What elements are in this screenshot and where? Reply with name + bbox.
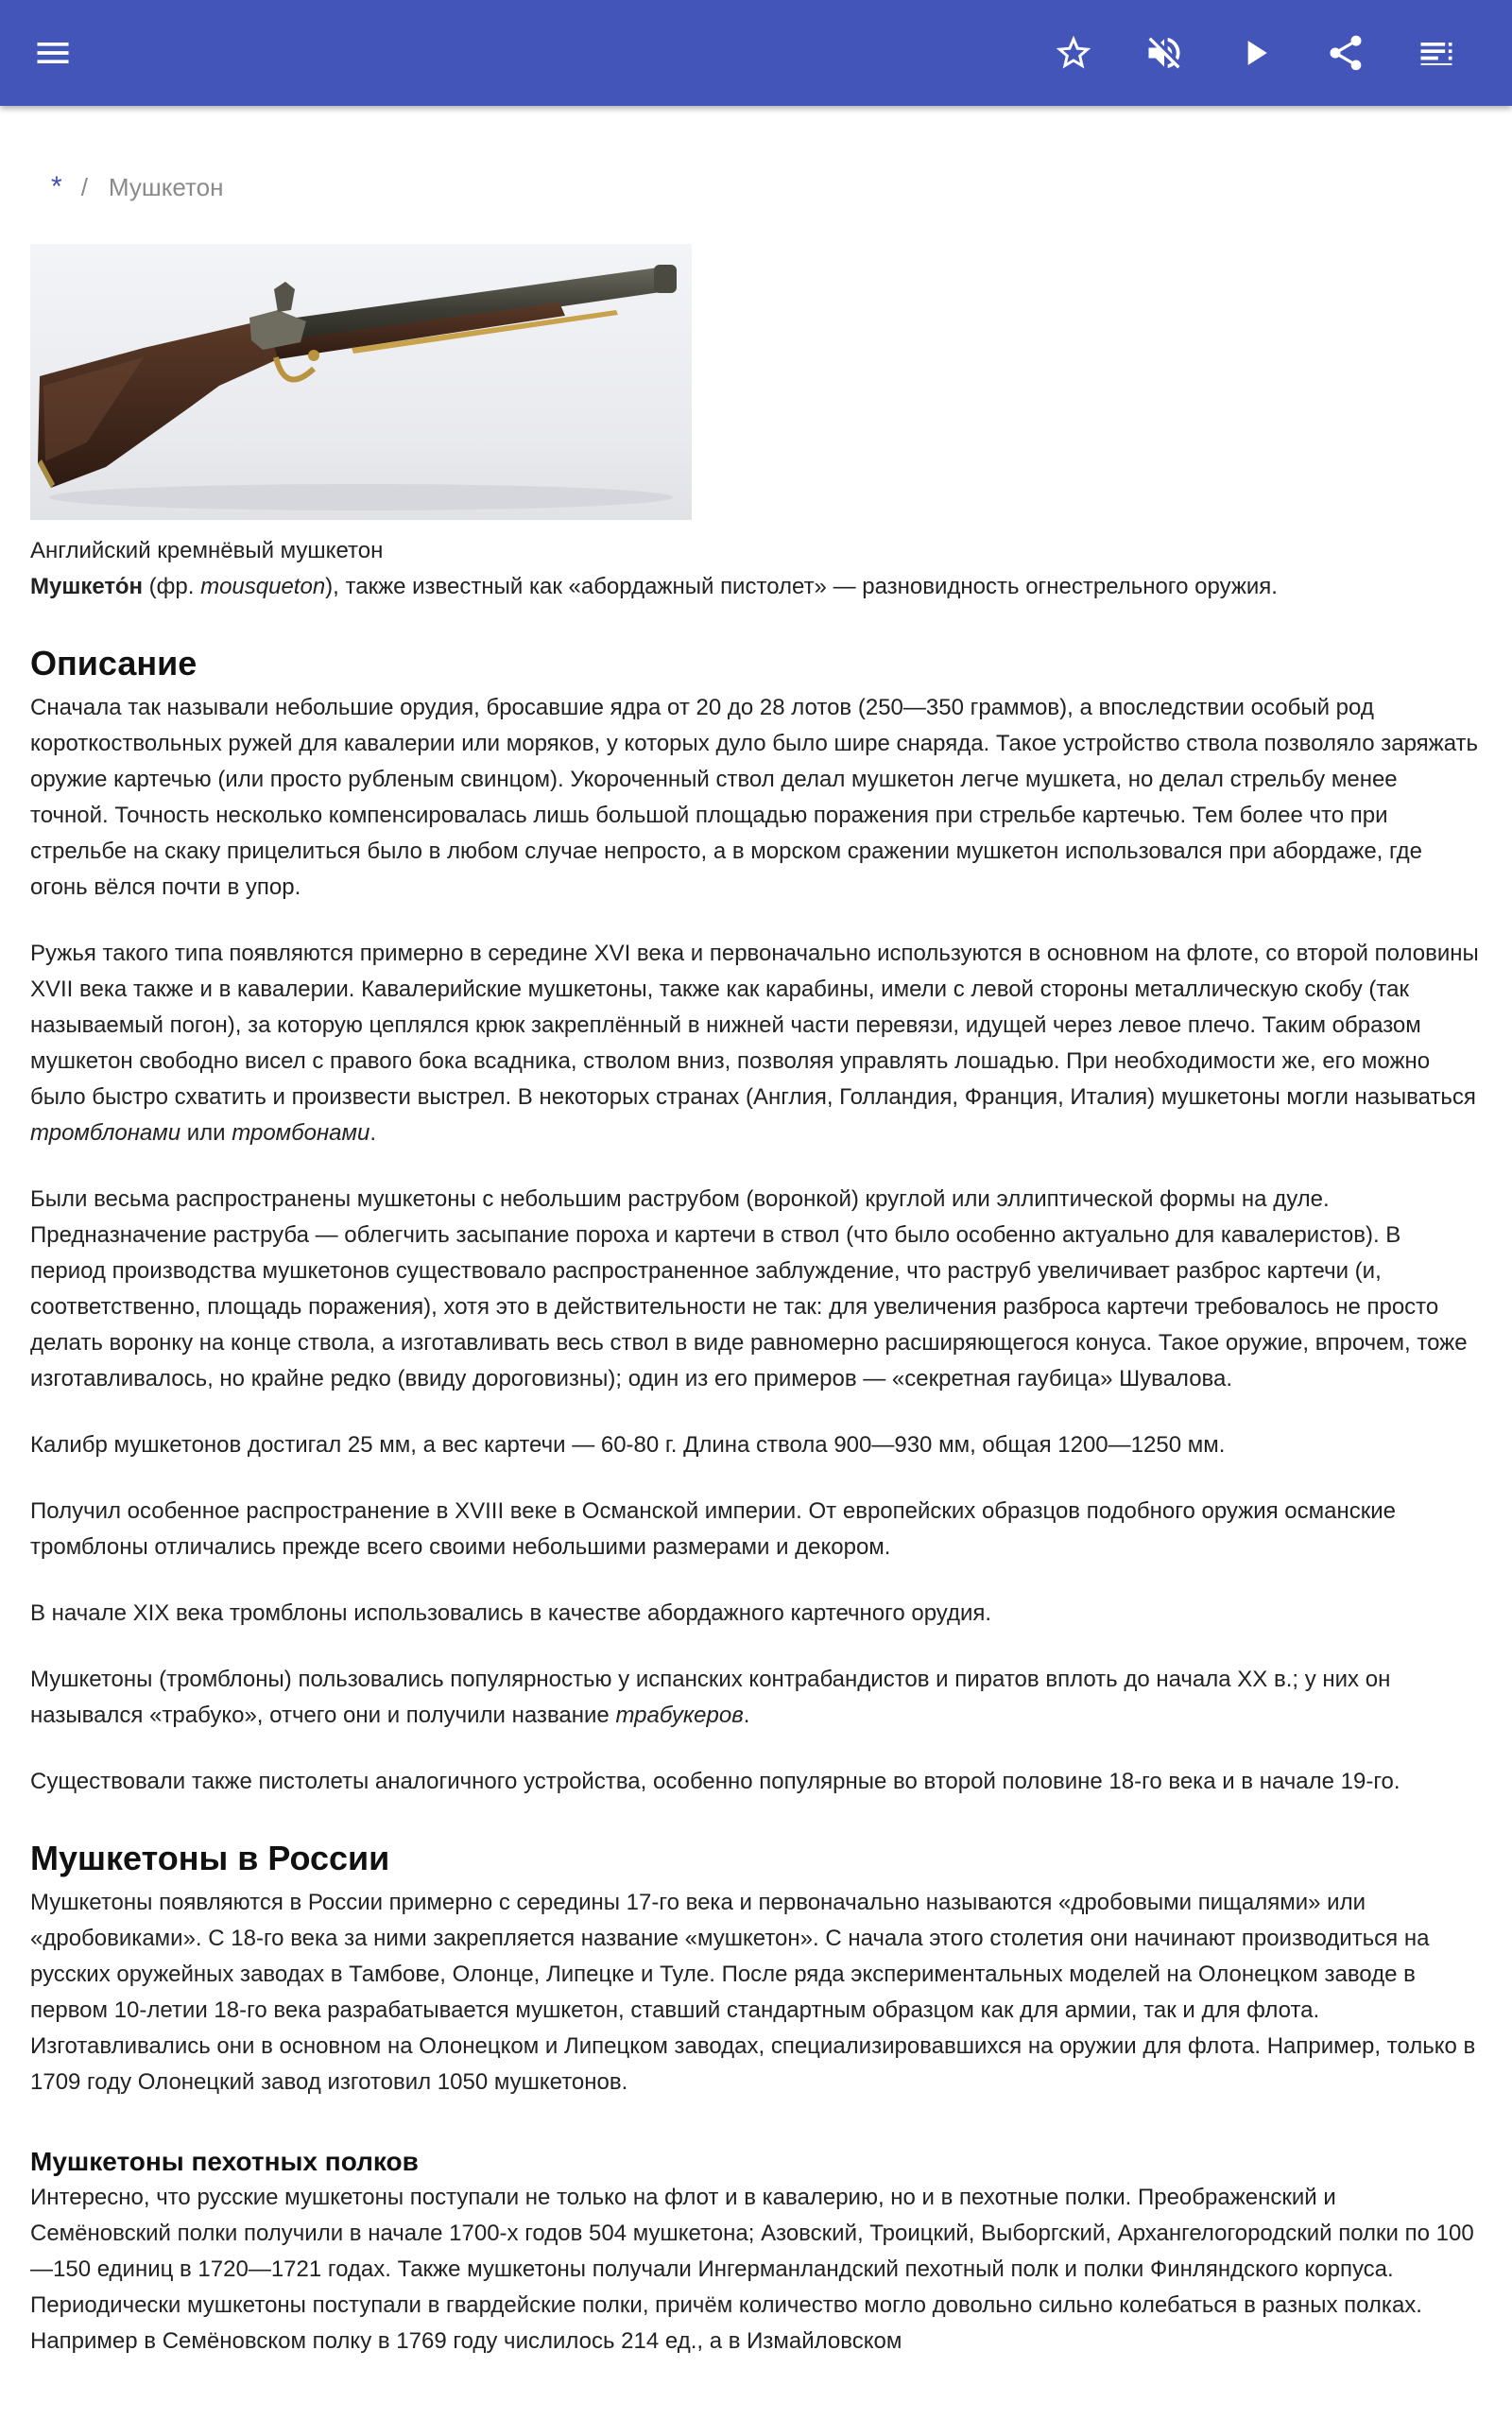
section-title-description: Описание [30, 644, 198, 683]
p2-or: или [180, 1120, 232, 1146]
infantry-paragraph-1: Интересно, что русские мушкетоны поступали не только на флот и в кавалерию, но и в пехотные полки. Преображенский и Семёновский полки получили в начале 1700-х годов 504 мушкетона; Азовский, Троицкий, Выборгский, Архангелогородский полки по 100—150 единиц в 1720—1721 годах. Также мушкетоны получали Ингерманландский пехотный полк и полки Финляндского корпуса. Периодически мушкетоны поступали в гвардейские полки, причём количество могло довольно сильно колебаться в разных полках. Например в Семёновском полку в 1769 году числилось 214 ед., а в Измайловском [30, 2185, 1474, 2354]
mute-button[interactable] [1126, 15, 1202, 91]
volume-off-icon [1143, 32, 1185, 74]
description-paragraph-4: Калибр мушкетонов достигал 25 мм, а вес картечи — 60-80 г. Длина ствола 900—930 мм, общая 1200—1250 мм. [30, 1432, 1226, 1458]
p7-em: трабукеров [615, 1703, 744, 1728]
play-icon [1234, 32, 1276, 74]
menu-button[interactable] [15, 15, 91, 91]
section-title-infantry: Мушкетоны пехотных полков [30, 2147, 419, 2176]
play-button[interactable] [1217, 15, 1293, 91]
favorite-button[interactable] [1036, 15, 1111, 91]
intro-rest: ), также известный как «абордажный пистолет» — разновидность огнестрельного оружия. [325, 574, 1278, 599]
p2-em-2: тромбонами [232, 1120, 370, 1146]
article [30, 142, 1482, 2360]
description-paragraph-1: Сначала так называли небольшие орудия, бросавшие ядра от 20 до 28 лотов (250—350 граммов), а впоследствии особый род короткоствольных ружей для кавалерии или моряков, у которых дуло было шире снаряда. Такое устройство ствола позволяло заряжать оружие картечью (или просто рубленым свинцом). Укороченный ствол делал мушкетон легче мушкета, но делал стрельбу менее точной. Точность несколько компенсировалась лишь большой площадью поражения при стрельбе картечью. Тем более что при стрельбе на скаку прицелиться было в любом случае непросто, а в морском сражении мушкетон использовался при абордаже, где огонь вёлся почти в упор. [30, 695, 1479, 900]
share-button[interactable] [1308, 15, 1383, 91]
description-paragraph-2 [30, 936, 1482, 1151]
p2-text: Ружья такого типа появляются примерно в середине XVI века и первоначально используются в основном на флоте, со второй половины XVII века также и в кавалерии. Кавалерийские мушкетоны, также как карабины, имели с левой стороны металлическую скобу (так называемый погон), за которую цеплялся крюк закреплённый в нижней части перевязи, идущей через левое плечо. Таким образом мушкетон свободно висел с правого бока всадника, стволом вниз, позволяя управлять лошадью. При необходимости же, его можно было быстро схватить и произвести выстрел. В некоторых странах (Англия, Голландия, Франция, Италия) мушкетоны могли называться [30, 941, 1479, 1110]
breadcrumb-current: Мушкетон [108, 172, 224, 201]
playlist-icon [1416, 32, 1457, 74]
intro-prefix: (фр. [142, 574, 201, 599]
intro-paragraph [30, 569, 1482, 605]
description-paragraph-6: В начале XIX века тромблоны использовались в качестве абордажного картечного орудия. [30, 1600, 992, 1626]
share-icon [1325, 32, 1366, 74]
p7-text: Мушкетоны (тромблоны) пользовались популярностью у испанских контрабандистов и пиратов вплоть до начала XX в.; у них он назывался «трабуко», отчего они и получили название [30, 1667, 1391, 1728]
star-outline-icon [1053, 32, 1094, 74]
description-paragraph-8: Существовали также пистолеты аналогичного устройства, особенно популярные во второй половине 18-го века и в начале 19-го. [30, 1769, 1400, 1794]
article-image[interactable] [30, 244, 692, 520]
p7-end: . [743, 1703, 750, 1728]
section-title-russia: Мушкетоны в России [30, 1839, 390, 1877]
description-paragraph-5: Получил особенное распространение в XVIII веке в Османской империи. От европейских образцов подобного оружия османские тромблоны отличались прежде всего своими небольшими размерами и декором. [30, 1498, 1397, 1560]
description-paragraph-7 [30, 1662, 1482, 1734]
p2-end: . [369, 1120, 376, 1146]
toc-button[interactable] [1399, 15, 1474, 91]
intro-term: Мушкето́н [30, 574, 143, 599]
description-paragraph-3: Были весьма распространены мушкетоны с небольшим раструбом (воронкой) круглой или эллиптической формы на дуле. Предназначение раструба — облегчить засыпание пороха и картечи в ствол (что было особенно актуально для кавалеристов). В период производства мушкетонов существовало распространенное заблуждение, что раструб увеличивает разброс картечи (и, соответственно, площадь поражения), хотя это в действительности не так: для увеличения разброса картечи требовалось не просто делать воронку на конце ствола, а изготавливать весь ствол в виде равномерно расширяющегося конуса. Такое оружие, впрочем, тоже изготавливалось, но крайне редко (ввиду дороговизны); один из его примеров — «секретная гаубица» Шувалова. [30, 1186, 1468, 1392]
breadcrumb [30, 142, 1482, 233]
breadcrumb-home-link[interactable]: * [51, 171, 62, 202]
app-bar [0, 0, 1512, 106]
menu-icon [32, 32, 74, 74]
p2-em-1: тромблонами [30, 1120, 181, 1146]
intro-foreign-term: mousqueton [200, 574, 326, 599]
musketoon-image [30, 244, 692, 520]
image-caption: Английский кремнёвый мушкетон [30, 538, 384, 563]
russia-paragraph-1: Мушкетоны появляются в России примерно с середины 17-го века и первоначально называются «дробовыми пищалями» или «дробовиками». С 18-го века за ними закрепляется название «мушкетон». С начала этого столетия они начинают производиться на русских оружейных заводах в Тамбове, Олонце, Липецке и Туле. После ряда экспериментальных моделей на Олонецком заводе в первом 10-летии 18-го века разрабатывается мушкетон, ставший стандартным образцом как для армии, так и для флота. Изготавливались они в основном на Олонецком и Липецком заводах, специализировавшихся на оружии для флота. Например, только в 1709 году Олонецкий завод изготовил 1050 мушкетонов. [30, 1890, 1476, 2095]
breadcrumb-separator: / [80, 172, 88, 201]
